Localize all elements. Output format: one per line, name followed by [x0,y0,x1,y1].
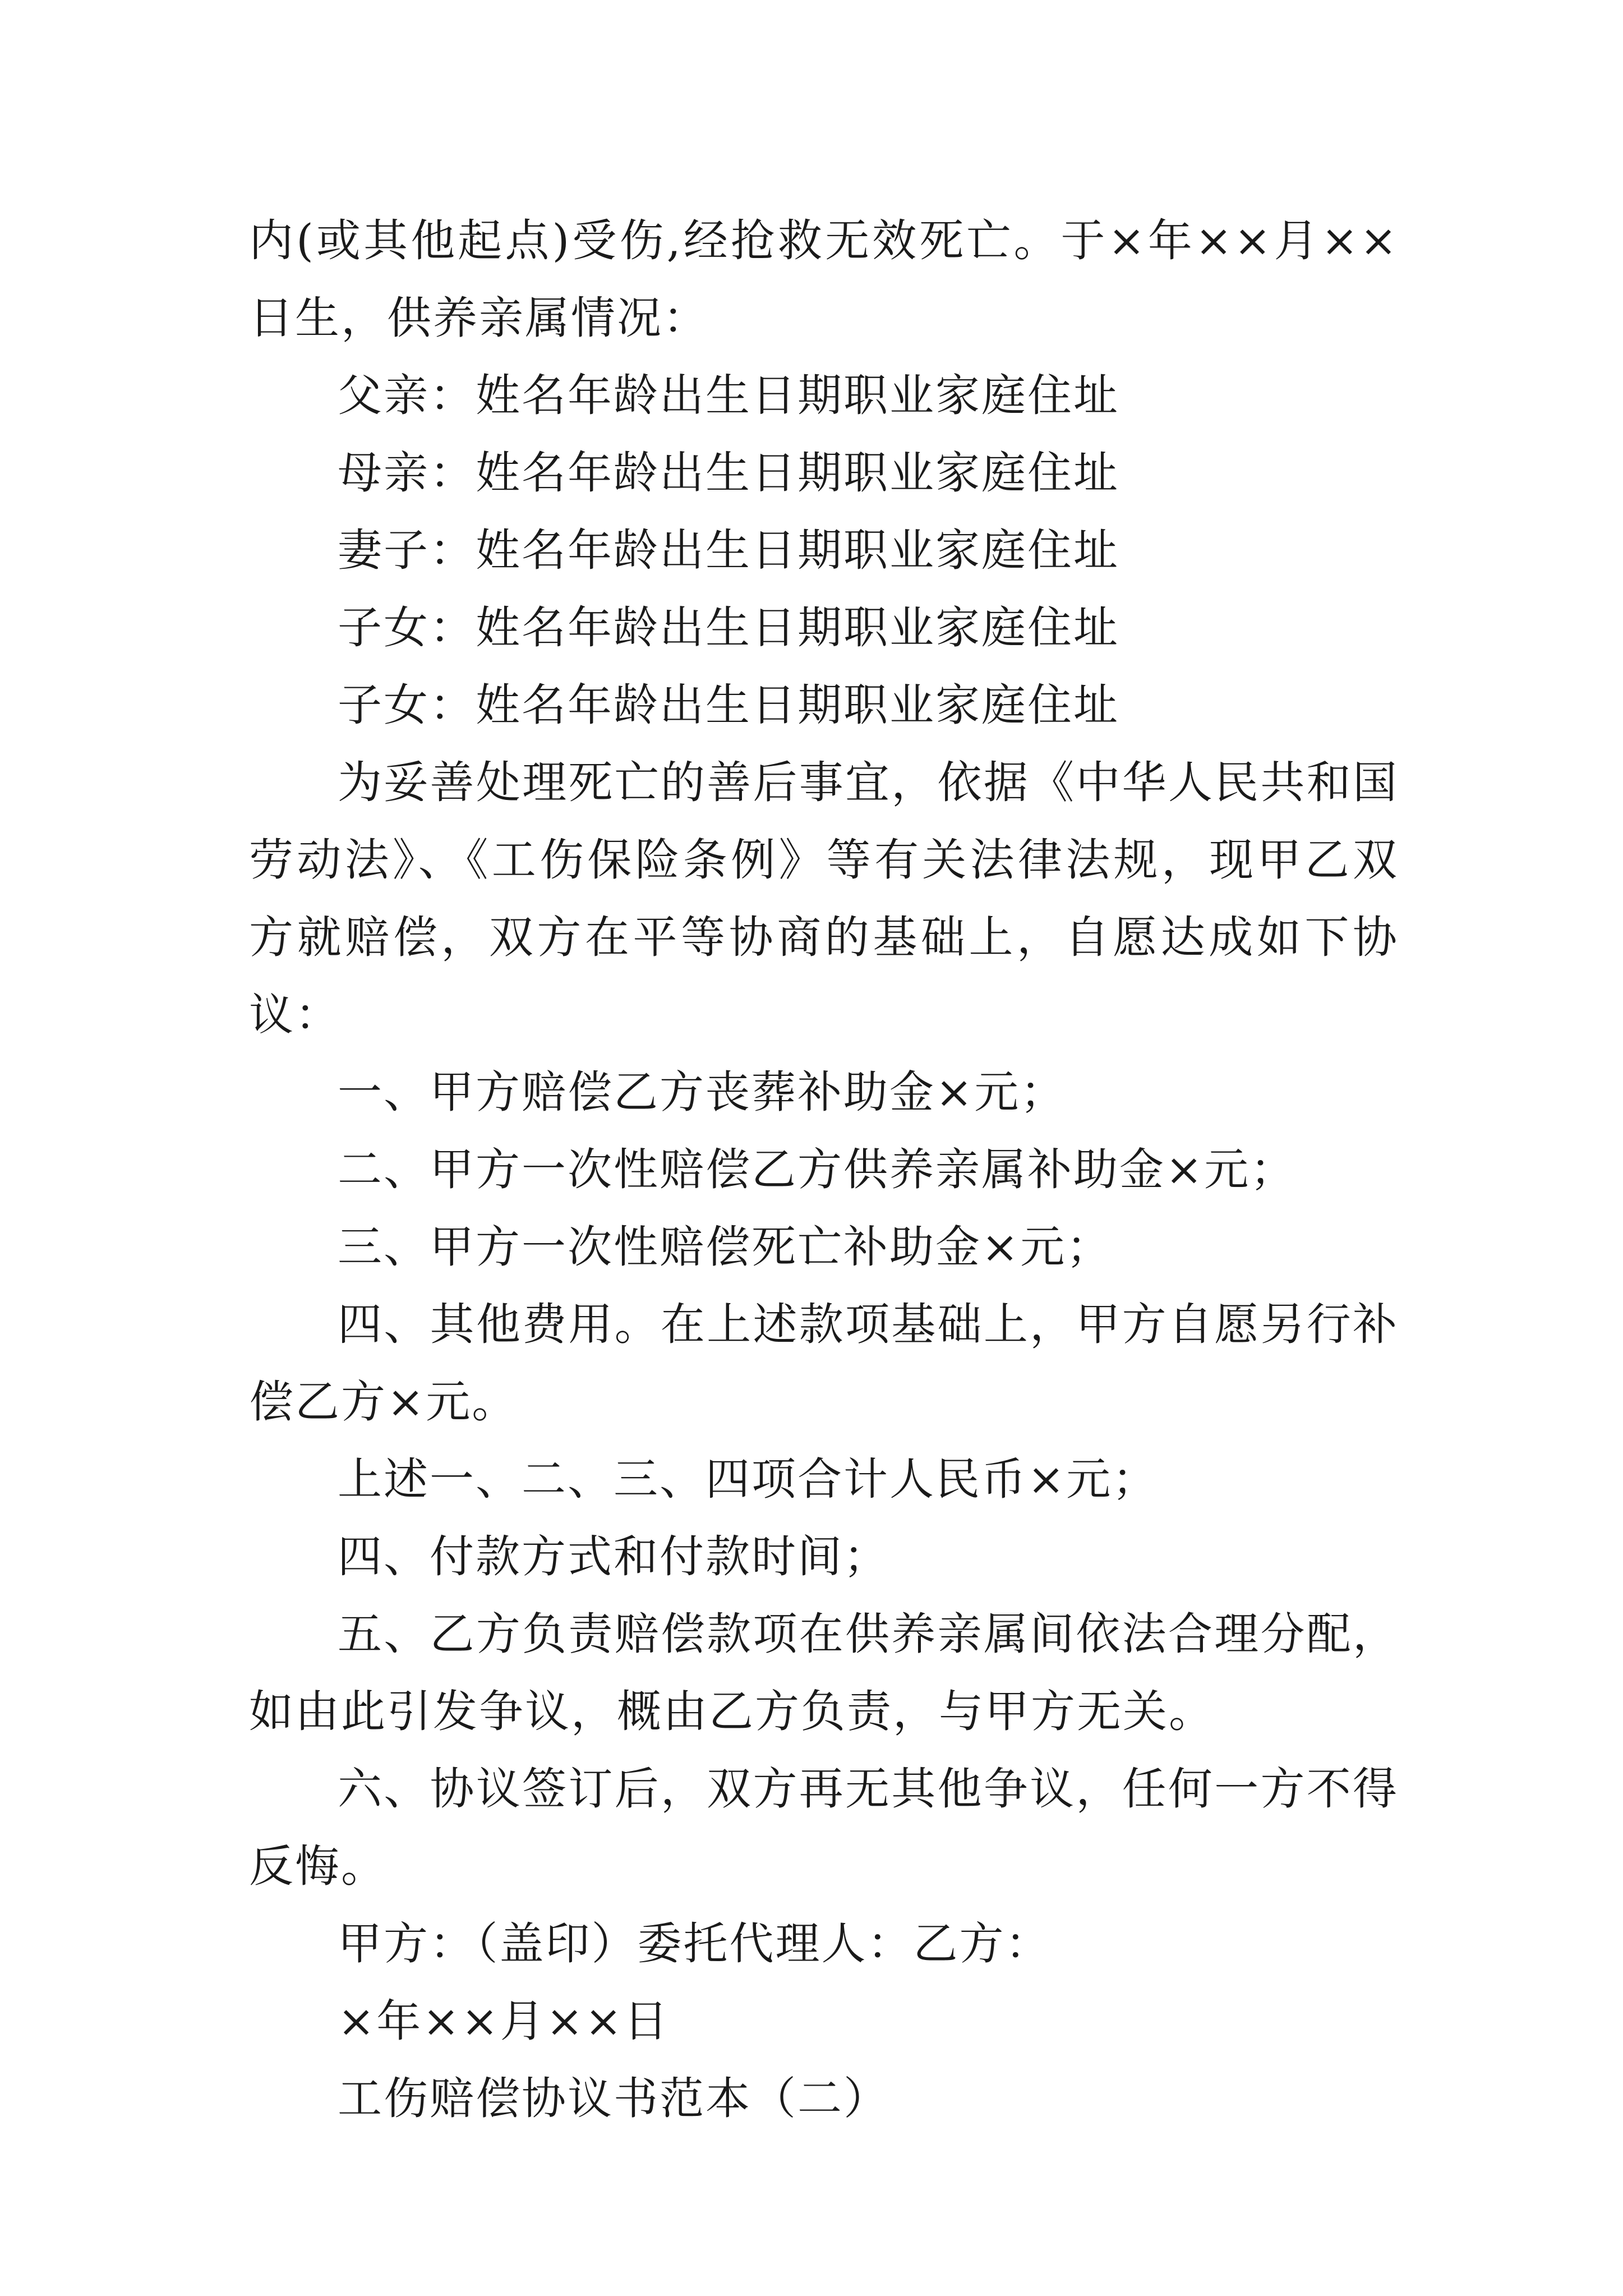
paragraph-total: 上述一、二、三、四项合计人民币×元； [338,1453,1159,1505]
clause-6: 六、协议签订后，双方再无其他争议，任何一方不得反悔。 [249,1763,1399,1892]
clause-4-other-fees: 四、其他费用。在上述款项基础上，甲方自愿另行补偿乙方×元。 [249,1299,1399,1428]
clause-4-payment: 四、付款方式和付款时间； [338,1531,889,1582]
paragraph-child-1: 子女：姓名年龄出生日期职业家庭住址 [338,602,1119,654]
paragraph-wife: 妻子：姓名年龄出生日期职业家庭住址 [338,524,1119,576]
clause-5: 五、乙方负责赔偿款项在供养亲属间依法合理分配，如由此引发争议，概由乙方负责，与甲方无关。 [249,1608,1399,1737]
paragraph-injury-intro: 内(或其他起点)受伤,经抢救无效死亡。于×年××月××日生，供养亲属情况： [249,215,1399,344]
paragraph-mother: 母亲：姓名年龄出生日期职业家庭住址 [338,447,1119,499]
clause-2: 二、甲方一次性赔偿乙方供养亲属补助金×元； [338,1144,1297,1195]
clause-1: 一、甲方赔偿乙方丧葬补助金×元； [338,1066,1067,1118]
paragraph-father: 父亲：姓名年龄出生日期职业家庭住址 [338,370,1119,421]
date-line: ×年××月××日 [338,1995,670,2047]
document-body [249,202,1399,2137]
paragraph-legal-basis: 为妥善处理死亡的善后事宜，依据《中华人民共和国劳动法》、《工伤保险条例》等有关法律法规，现甲乙双方就赔偿，双方在平等协商的基础上，自愿达成如下协议： [249,757,1399,1041]
signature-line: 甲方：（盖印）委托代理人：乙方： [338,1918,1052,1970]
clause-3: 三、甲方一次性赔偿死亡补助金×元； [338,1221,1113,1273]
next-section-title: 工伤赔偿协议书范本（二） [338,2073,889,2124]
paragraph-child-2: 子女：姓名年龄出生日期职业家庭住址 [338,679,1119,731]
